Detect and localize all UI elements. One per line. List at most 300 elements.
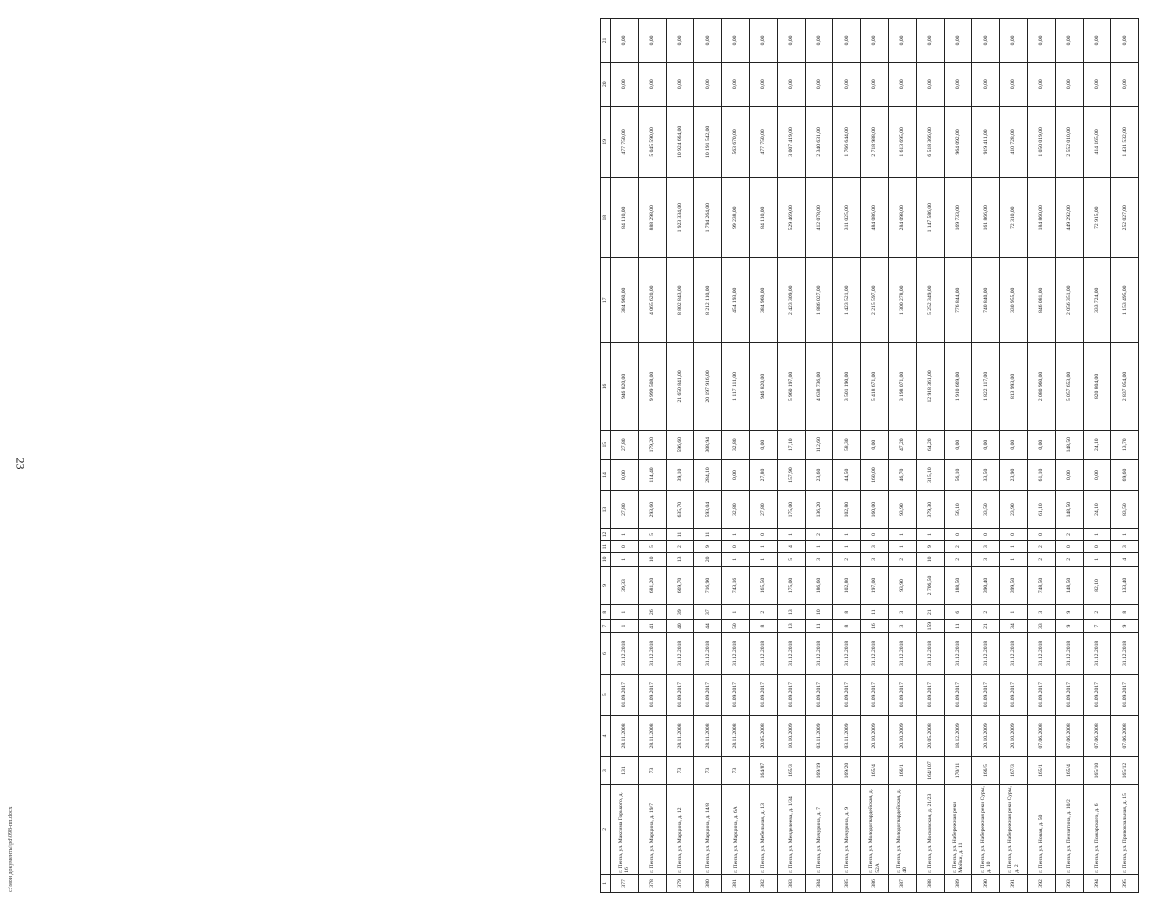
table-cell: 0 — [972, 528, 1000, 540]
table-cell: 0,00 — [1055, 459, 1083, 491]
table-cell: 2 340 631,00 — [805, 106, 833, 178]
table-cell: 61,10 — [1027, 459, 1055, 491]
table-cell: 56,10 — [944, 491, 972, 529]
table-row — [722, 19, 750, 893]
table-cell: 0,00 — [722, 19, 750, 63]
table-cell: 31.12.2018 — [1055, 633, 1083, 674]
table-cell: 390 — [972, 874, 1000, 892]
table-cell: 31.12.2018 — [1111, 633, 1139, 674]
table-cell: 1 766 644,00 — [833, 106, 861, 178]
table-row — [916, 19, 944, 893]
table-cell: 114,40 — [638, 459, 666, 491]
table-cell: 16 — [861, 619, 889, 632]
table-cell: 20.05.2008 — [749, 715, 777, 756]
table-cell: 44,50 — [833, 459, 861, 491]
table-cell: 166/5 — [972, 757, 1000, 785]
table-cell: 20.10.2009 — [861, 715, 889, 756]
table-cell: 61,10 — [1027, 491, 1055, 529]
table-cell: 41 — [638, 619, 666, 632]
table-cell: 0,00 — [1000, 19, 1028, 63]
table-body — [611, 19, 1139, 893]
table-cell: 2 — [972, 605, 1000, 620]
table-cell: 184 860,00 — [1027, 178, 1055, 258]
table-cell: 381 — [722, 874, 750, 892]
table-cell: 1 886 027,00 — [805, 258, 833, 343]
column-header: 11 — [601, 541, 611, 553]
table-cell: 31.12.2018 — [777, 633, 805, 674]
table-cell: 293,60 — [638, 491, 666, 529]
table-cell: 3 — [1027, 605, 1055, 620]
table-cell: 83,50 — [1111, 491, 1139, 529]
table-cell: 0,00 — [611, 19, 639, 63]
table-cell: 1 — [888, 541, 916, 553]
table-row — [749, 19, 777, 893]
table-cell: 165/4 — [1055, 757, 1083, 785]
table-cell: 148,50 — [1055, 491, 1083, 529]
column-header: 6 — [601, 633, 611, 674]
column-header: 12 — [601, 528, 611, 540]
table-cell: 157,90 — [777, 459, 805, 491]
table-cell: 477 750,00 — [749, 106, 777, 178]
table-cell: 9 — [1055, 619, 1083, 632]
table-cell: 31.12.2018 — [861, 633, 889, 674]
table-cell: 946 820,00 — [611, 343, 639, 430]
table-cell: 8 — [1111, 605, 1139, 620]
table-cell: 0,00 — [888, 62, 916, 106]
column-header: 16 — [601, 343, 611, 430]
table-cell: 13 — [666, 553, 694, 566]
table-cell: 8 — [833, 619, 861, 632]
table-cell: 1 — [777, 528, 805, 540]
table-cell: 0,00 — [694, 19, 722, 63]
table-cell: 175,00 — [777, 491, 805, 529]
table-cell: 1 — [1000, 553, 1028, 566]
table-cell: 10 924 664,00 — [666, 106, 694, 178]
table-cell: 0,00 — [749, 430, 777, 459]
table-cell: 01.09.2017 — [611, 674, 639, 715]
table-cell: 73 — [722, 757, 750, 785]
table-cell: 01.09.2017 — [666, 674, 694, 715]
address-cell: г. Пенза, ул. Пензитина, д. 10/2 — [1055, 784, 1083, 874]
table-cell: 31.12.2018 — [805, 633, 833, 674]
table-cell: 0,00 — [833, 62, 861, 106]
table-cell: 33 — [1027, 619, 1055, 632]
table-cell: 20.10.2009 — [1000, 715, 1028, 756]
table-cell: 179,20 — [638, 430, 666, 459]
address-cell: г. Пенза, ул. Марцина, д. 6А — [722, 784, 750, 874]
table-cell: 0,00 — [638, 62, 666, 106]
table-cell: 2 — [944, 541, 972, 553]
table-cell: 01.09.2017 — [1027, 674, 1055, 715]
table-cell: 1 — [805, 541, 833, 553]
table-cell: 394 — [1083, 874, 1111, 892]
table-cell: 846 081,00 — [1027, 258, 1055, 343]
table-cell: 3 — [972, 553, 1000, 566]
table-cell: 0 — [861, 528, 889, 540]
table-cell: 383 — [777, 874, 805, 892]
table-cell: 1 117 111,00 — [722, 343, 750, 430]
table-cell: 31.12.2018 — [888, 633, 916, 674]
table-cell: 33,50 — [972, 459, 1000, 491]
table-cell: 01.09.2017 — [833, 674, 861, 715]
address-cell: г. Пенза, ул. Максима Горького, д. 16 — [611, 784, 639, 874]
table-cell: 379 — [666, 874, 694, 892]
table-cell: 01.09.2017 — [1083, 674, 1111, 715]
table-cell: 596,60 — [666, 430, 694, 459]
table-cell: 333 724,00 — [1083, 258, 1111, 343]
table-cell: 669,70 — [666, 566, 694, 605]
table-cell: 136,20 — [805, 491, 833, 529]
table-cell: 27,80 — [749, 491, 777, 529]
table-cell: 148,50 — [1055, 566, 1083, 605]
table-cell: 740 840,00 — [972, 258, 1000, 343]
table-cell: 1 — [888, 528, 916, 540]
table-cell: 31.12.2018 — [1000, 633, 1028, 674]
table-cell: 8 — [749, 619, 777, 632]
table-cell: 21 650 841,00 — [666, 343, 694, 430]
table-cell: 31.12.2018 — [722, 633, 750, 674]
address-cell: г. Пенза, ул. Марцина, д. 14/8 — [694, 784, 722, 874]
table-cell: 0,00 — [861, 430, 889, 459]
column-header: 2 — [601, 784, 611, 874]
table-cell: 24,10 — [1083, 491, 1111, 529]
table-cell: 39,10 — [666, 459, 694, 491]
table-cell: 0,00 — [1027, 62, 1055, 106]
table-cell: 0,00 — [1111, 62, 1139, 106]
table-cell: 0,00 — [611, 459, 639, 491]
table-cell: 477 750,00 — [611, 106, 639, 178]
table-row — [611, 19, 639, 893]
table-cell: 0,00 — [805, 62, 833, 106]
table-cell: 681,20 — [638, 566, 666, 605]
table-cell: 5 — [638, 541, 666, 553]
table-cell: 2 — [1027, 553, 1055, 566]
table-row — [1083, 19, 1111, 893]
table-cell: 5 418 671,00 — [861, 343, 889, 430]
table-cell: 3 — [972, 541, 1000, 553]
table-cell: 384 960,00 — [749, 258, 777, 343]
table-row — [1111, 19, 1139, 893]
table-cell: 776 844,00 — [944, 258, 972, 343]
column-header: 21 — [601, 19, 611, 63]
table-cell: 01.09.2017 — [749, 674, 777, 715]
table-cell: 33,50 — [972, 491, 1000, 529]
table-cell: 5 — [638, 528, 666, 540]
table-cell: 164/87 — [749, 757, 777, 785]
address-cell: г. Пенза, ул. Мебельная, д. 13 — [749, 784, 777, 874]
table-cell: 9 999 508,00 — [638, 343, 666, 430]
table-cell: 1 — [1111, 528, 1139, 540]
table-cell: 07.06.2008 — [1111, 715, 1139, 756]
table-cell: 0,00 — [972, 430, 1000, 459]
column-header: 17 — [601, 258, 611, 343]
table-cell: 20.05.2008 — [916, 715, 944, 756]
table-cell: 2 — [1055, 528, 1083, 540]
table-cell: 50 — [722, 619, 750, 632]
table-cell: 1 431 532,00 — [1111, 106, 1139, 178]
table-cell: 112,60 — [805, 430, 833, 459]
table-cell: 386 — [861, 874, 889, 892]
table-cell: 0 — [749, 528, 777, 540]
table-cell: 0,00 — [1083, 62, 1111, 106]
table-cell: 5 — [777, 553, 805, 566]
table-cell: 10 — [916, 553, 944, 566]
table-cell: 31.12.2018 — [972, 633, 1000, 674]
table-row — [805, 19, 833, 893]
table-cell: 0,00 — [861, 19, 889, 63]
table-cell: 0,00 — [638, 19, 666, 63]
table-cell: 449 292,00 — [1055, 178, 1083, 258]
table-cell: 1 — [916, 528, 944, 540]
table-cell: 99 238,00 — [722, 178, 750, 258]
column-header: 10 — [601, 553, 611, 566]
table-cell: 102,80 — [833, 566, 861, 605]
table-cell: 27,80 — [611, 491, 639, 529]
table-cell: 4 — [777, 541, 805, 553]
table-cell: 165/10 — [1083, 757, 1111, 785]
table-cell: 1 — [722, 528, 750, 540]
table-row — [777, 19, 805, 893]
table-cell: 84 110,00 — [611, 178, 639, 258]
table-cell: 2 — [888, 553, 916, 566]
table-cell: 1 613 695,00 — [888, 106, 916, 178]
table-cell: 1 923 334,00 — [666, 178, 694, 258]
table-cell: 8 212 110,00 — [694, 258, 722, 343]
table-cell: 0 — [1027, 528, 1055, 540]
table-cell: 2 — [944, 553, 972, 566]
table-cell: 1 — [611, 605, 639, 620]
table-cell: 58,30 — [833, 430, 861, 459]
table-cell: 3 — [1111, 541, 1139, 553]
table-cell: 165/1 — [1027, 757, 1055, 785]
table-cell: 01.09.2017 — [722, 674, 750, 715]
table-cell: 175,00 — [777, 566, 805, 605]
table-cell: 166/1 — [888, 757, 916, 785]
table-cell: 20 — [694, 553, 722, 566]
table-cell: 11 — [861, 605, 889, 620]
table-cell: 11 — [694, 528, 722, 540]
table-cell: 01.09.2017 — [805, 674, 833, 715]
table-cell: 0 — [1083, 541, 1111, 553]
column-header: 20 — [601, 62, 611, 106]
address-cell: г. Пенза, ул. Набережная реки Суры, д. 10 — [972, 784, 1000, 874]
table-row — [833, 19, 861, 893]
table-cell: 0,00 — [1000, 62, 1028, 106]
table-cell: 64,20 — [916, 430, 944, 459]
table-cell: 252 027,00 — [1111, 178, 1139, 258]
table-cell: 188,50 — [944, 566, 972, 605]
table-cell: 0,00 — [861, 62, 889, 106]
table-cell: 1 794 264,00 — [694, 178, 722, 258]
table-cell: 813 993,00 — [1000, 343, 1028, 430]
table-cell: 165,50 — [749, 566, 777, 605]
table-cell: 21 — [916, 605, 944, 620]
table-cell: 1 — [749, 553, 777, 566]
table-cell: 284,10 — [694, 459, 722, 491]
table-cell: 131 — [611, 757, 639, 785]
table-cell: 1 050 019,00 — [1027, 106, 1055, 178]
table-cell: 2 — [1083, 605, 1111, 620]
table-cell: 03.11.2009 — [805, 715, 833, 756]
table-cell: 93,90 — [888, 491, 916, 529]
table-cell: 01.09.2017 — [1111, 674, 1139, 715]
table-cell: 01.09.2017 — [1000, 674, 1028, 715]
table-cell: 169 733,00 — [944, 178, 972, 258]
column-header: 7 — [601, 619, 611, 632]
table-cell: 1 300 278,00 — [888, 258, 916, 343]
table-cell: 0,00 — [1083, 459, 1111, 491]
table-cell: 315,10 — [916, 459, 944, 491]
table-cell: 392 — [1027, 874, 1055, 892]
table-cell: 0 — [611, 541, 639, 553]
table-cell: 2 — [1027, 541, 1055, 553]
table-cell: 11 — [944, 619, 972, 632]
table-cell: 0,00 — [777, 62, 805, 106]
table-cell: 11 — [805, 619, 833, 632]
table-cell: 388 — [916, 874, 944, 892]
column-header: 4 — [601, 715, 611, 756]
column-header: 19 — [601, 106, 611, 178]
table-row — [861, 19, 889, 893]
table-cell: 1 — [833, 541, 861, 553]
table-cell: 169/20 — [833, 757, 861, 785]
table-cell: 8 — [833, 605, 861, 620]
table-cell: 5 252 349,00 — [916, 258, 944, 343]
address-cell: г. Пенза, ул. Марцина, д. 19/7 — [638, 784, 666, 874]
table-cell: 17,10 — [777, 430, 805, 459]
column-header: 14 — [601, 459, 611, 491]
table-cell: 3 — [861, 553, 889, 566]
table-cell: 01.09.2017 — [944, 674, 972, 715]
table-cell: 1 822 117,00 — [972, 343, 1000, 430]
table-row — [944, 19, 972, 893]
address-cell: г. Пенза, ул. Мичурина, д. 7 — [805, 784, 833, 874]
table-cell: 28.11.2008 — [638, 715, 666, 756]
table-cell: 1 — [749, 541, 777, 553]
column-header: 18 — [601, 178, 611, 258]
table-cell: 161 866,00 — [972, 178, 1000, 258]
table-cell: 593,04 — [694, 491, 722, 529]
table-row — [638, 19, 666, 893]
table-cell: 1 153 495,00 — [1111, 258, 1139, 343]
table-cell: 159 — [916, 619, 944, 632]
column-header: 3 — [601, 757, 611, 785]
table-cell: 0,00 — [805, 19, 833, 63]
table-cell: 380 — [694, 874, 722, 892]
table-cell: 10.10.2009 — [777, 715, 805, 756]
table-cell: 0,00 — [722, 62, 750, 106]
table-cell: 13,70 — [1111, 430, 1139, 459]
table-cell: 0,00 — [1083, 19, 1111, 63]
table-cell: 964 092,00 — [944, 106, 972, 178]
table-cell: 384 960,00 — [611, 258, 639, 343]
table-cell: 165/3 — [777, 757, 805, 785]
table-cell: 0,00 — [1111, 19, 1139, 63]
table-cell: 133,40 — [1111, 566, 1139, 605]
table-cell: 3 — [805, 553, 833, 566]
table-cell: 0,00 — [1055, 62, 1083, 106]
table-cell: 10 — [638, 553, 666, 566]
table-cell: 414 165,00 — [1083, 106, 1111, 178]
table-cell: 73 — [638, 757, 666, 785]
table-cell: 160,00 — [861, 491, 889, 529]
table-cell: 0,00 — [944, 19, 972, 63]
table-cell: 377 — [611, 874, 639, 892]
table-cell: 102,80 — [833, 491, 861, 529]
table-cell: 1 — [833, 528, 861, 540]
table-cell: 2 215 597,00 — [861, 258, 889, 343]
table-cell: 390,40 — [972, 566, 1000, 605]
table-cell: 0,00 — [666, 19, 694, 63]
table-cell: 0,00 — [1027, 430, 1055, 459]
table-cell: 01.09.2017 — [694, 674, 722, 715]
table-cell: 0,00 — [749, 62, 777, 106]
table-cell: 39,33 — [611, 566, 639, 605]
table-cell: 01.09.2017 — [888, 674, 916, 715]
table-cell: 32,80 — [722, 491, 750, 529]
table-cell: 0 — [1000, 528, 1028, 540]
table-cell: 743,16 — [722, 566, 750, 605]
table-cell: 2 — [749, 605, 777, 620]
table-row — [1000, 19, 1028, 893]
table-cell: 32,80 — [722, 430, 750, 459]
table-cell: 1 147 586,00 — [916, 178, 944, 258]
table-cell: 1 423 521,00 — [833, 258, 861, 343]
table-cell: 2 — [833, 553, 861, 566]
table-cell: 69,60 — [1111, 459, 1139, 491]
table-cell: 1 — [722, 553, 750, 566]
table-cell: 165/12 — [1111, 757, 1139, 785]
table-cell: 0,00 — [972, 62, 1000, 106]
table-cell: 0,00 — [944, 430, 972, 459]
table-cell: 167/3 — [1000, 757, 1028, 785]
table-cell: 4 — [1111, 553, 1139, 566]
table-cell: 311 025,00 — [833, 178, 861, 258]
table-cell: 0,00 — [694, 62, 722, 106]
table-cell: 31.12.2018 — [638, 633, 666, 674]
table-cell: 1 — [1083, 553, 1111, 566]
table-cell: 34 — [1000, 619, 1028, 632]
table-cell: 20 197 916,00 — [694, 343, 722, 430]
table-cell: 384 — [805, 874, 833, 892]
table-cell: 0 — [1055, 541, 1083, 553]
table-cell: 0,00 — [749, 19, 777, 63]
table-cell: 18.12.2009 — [944, 715, 972, 756]
table-cell: 23,90 — [1000, 459, 1028, 491]
table-cell: 73 — [694, 757, 722, 785]
table-cell: 0,00 — [611, 62, 639, 106]
table-cell: 484 086,00 — [861, 178, 889, 258]
table-cell: 387 — [888, 874, 916, 892]
table-cell: 20.10.2009 — [972, 715, 1000, 756]
table-cell: 0,00 — [777, 19, 805, 63]
table-cell: 2 423 309,00 — [777, 258, 805, 343]
table-cell: 12 918 361,00 — [916, 343, 944, 430]
table-cell: 01.09.2017 — [1055, 674, 1083, 715]
column-header: 8 — [601, 605, 611, 620]
table-cell: 28.11.2008 — [611, 715, 639, 756]
table-cell: 0,00 — [1027, 19, 1055, 63]
table-cell: 1 — [611, 528, 639, 540]
table-cell: 0 — [722, 541, 750, 553]
table-cell: 5 960 197,00 — [777, 343, 805, 430]
table-cell: 4 065 620,00 — [638, 258, 666, 343]
table-cell: 1 — [1000, 541, 1028, 553]
column-header: 15 — [601, 430, 611, 459]
column-header: 13 — [601, 491, 611, 529]
address-cell: г. Пенза, ул. Молодогвардейская, д. 40 — [888, 784, 916, 874]
table-cell: 2 — [666, 541, 694, 553]
